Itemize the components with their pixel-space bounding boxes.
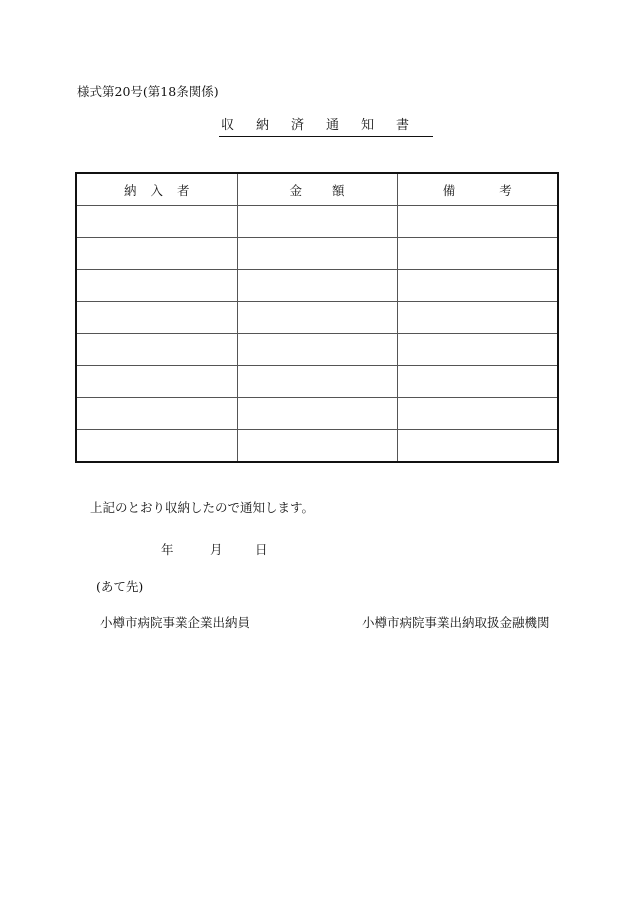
header-payer-label: 納入者 <box>123 182 204 198</box>
remarks-cell <box>397 334 558 366</box>
table-header-row <box>76 173 558 206</box>
payer-cell <box>76 366 237 398</box>
document-title-text: 収納済通知書 <box>219 117 433 137</box>
payer-cell <box>76 302 237 334</box>
payer-cell <box>76 206 237 238</box>
header-amount-label: 金額 <box>289 182 375 198</box>
table-row <box>76 302 558 334</box>
payer-cell <box>76 430 237 463</box>
amount-cell <box>237 430 397 463</box>
header-amount <box>237 173 397 206</box>
recipient-bank: 小樽市病院事業出納取扱金融機関 <box>362 615 550 630</box>
payer-cell <box>76 238 237 270</box>
amount-cell <box>237 334 397 366</box>
form-number: 様式第20号(第18条関係) <box>77 84 219 99</box>
header-remarks-label: 備考 <box>442 182 556 198</box>
table-row <box>76 238 558 270</box>
table-row <box>76 430 558 463</box>
remarks-cell <box>397 366 558 398</box>
notice-text: 上記のとおり収納したので通知します。 <box>90 500 315 515</box>
payer-cell <box>76 398 237 430</box>
table-row <box>76 206 558 238</box>
amount-cell <box>237 270 397 302</box>
remarks-cell <box>397 430 558 463</box>
payer-cell <box>76 270 237 302</box>
remarks-cell <box>397 238 558 270</box>
date-year-label: 年 <box>161 542 174 557</box>
date-month-label: 月 <box>210 542 223 557</box>
table-row <box>76 398 558 430</box>
remarks-cell <box>397 206 558 238</box>
amount-cell <box>237 366 397 398</box>
remarks-cell <box>397 302 558 334</box>
header-payer <box>76 173 237 206</box>
payer-cell <box>76 334 237 366</box>
header-remarks <box>397 173 558 206</box>
amount-cell <box>237 398 397 430</box>
amount-cell <box>237 206 397 238</box>
table-row <box>76 366 558 398</box>
addressee-label: (あて先) <box>96 579 144 594</box>
table-row <box>76 334 558 366</box>
amount-cell <box>237 302 397 334</box>
amount-cell <box>237 238 397 270</box>
table-row <box>76 270 558 302</box>
remarks-cell <box>397 398 558 430</box>
recipient-cashier: 小樽市病院事業企業出納員 <box>100 615 251 630</box>
document-title <box>0 117 630 137</box>
remarks-cell <box>397 270 558 302</box>
receipt-table <box>75 172 559 463</box>
date-day-label: 日 <box>255 542 268 557</box>
